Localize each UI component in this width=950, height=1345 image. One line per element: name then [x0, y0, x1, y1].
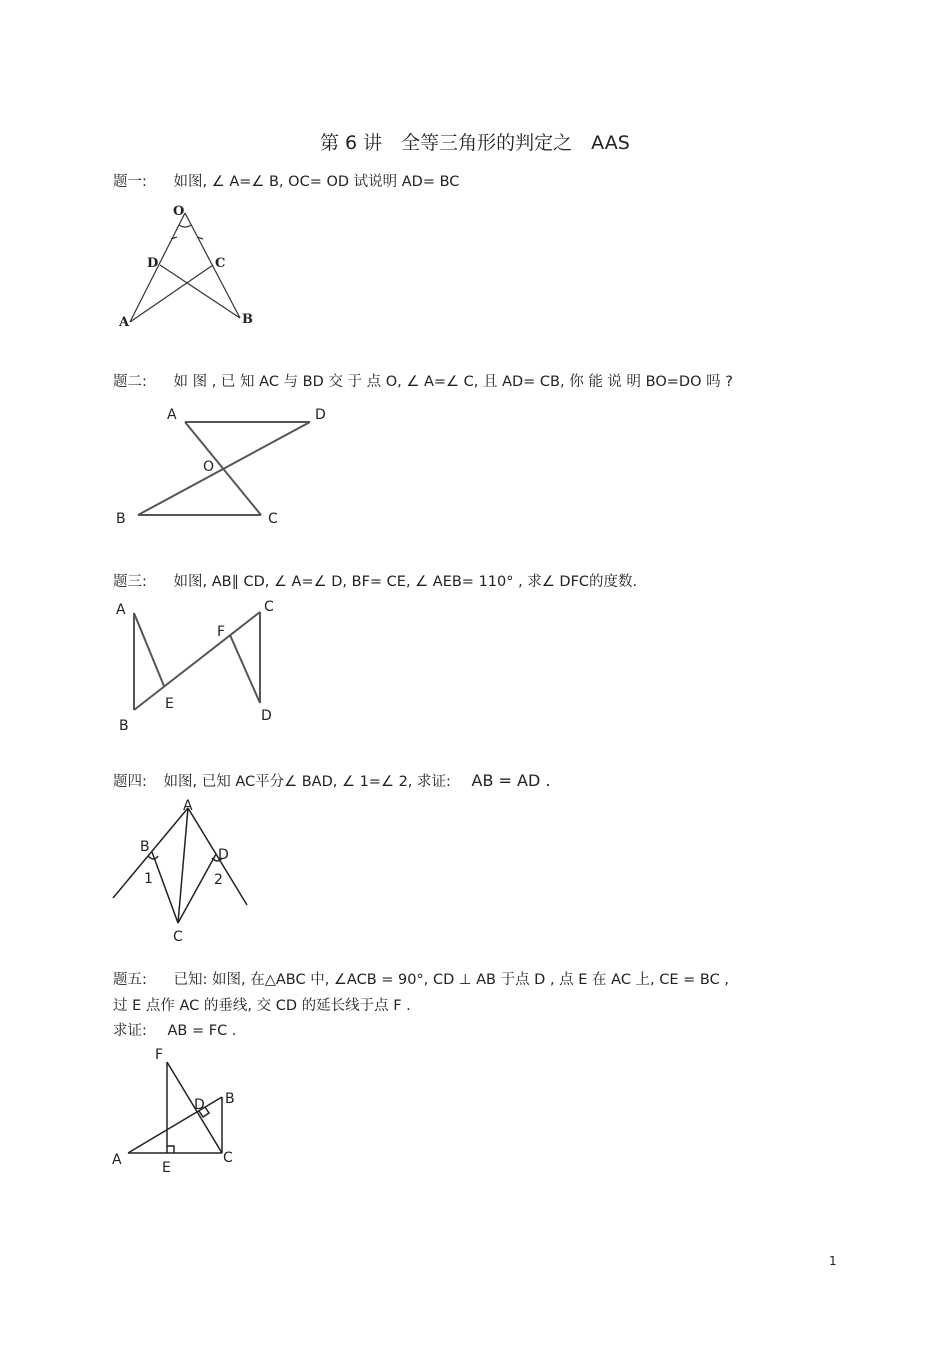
problem-3-label: 题三:: [113, 574, 147, 590]
page-number: 1: [829, 1254, 837, 1268]
angle-label: 1: [144, 871, 153, 887]
point-label: A: [119, 315, 130, 330]
problem-1: [113, 170, 459, 191]
point-label: O: [203, 459, 215, 475]
problem-4-label: 题四:: [113, 774, 147, 790]
prove-label: 求证:: [113, 1023, 147, 1039]
point-label: B: [116, 511, 126, 527]
point-label: C: [173, 929, 183, 945]
point-label: B: [242, 312, 253, 327]
point-label: F: [217, 624, 226, 640]
problem-1-text: 如图, ∠ A=∠ B, OC= OD 试说明 AD= BC: [173, 174, 460, 190]
point-label: E: [165, 696, 174, 712]
problem-4-formula: AB = AD .: [471, 771, 551, 790]
point-label: A: [167, 407, 177, 423]
problem-2-label: 题二:: [113, 374, 147, 390]
problem-4: [113, 770, 550, 791]
point-label: C: [264, 599, 274, 615]
point-label: A: [112, 1152, 122, 1168]
point-label: C: [215, 256, 226, 271]
figure-5: [110, 1045, 260, 1175]
problem-4-text: 如图, 已知 AC平分∠ BAD, ∠ 1=∠ 2, 求证:: [163, 774, 451, 790]
page-title: 第 6 讲 全等三角形的判定之 AAS: [320, 132, 630, 154]
problem-1-label: 题一:: [113, 174, 147, 190]
point-label: D: [218, 847, 229, 863]
point-label: A: [183, 798, 193, 814]
problem-5: [113, 968, 729, 989]
figure-3: [113, 598, 293, 738]
point-label: C: [268, 511, 278, 527]
point-label: F: [155, 1047, 164, 1063]
problem-2-text: 如 图 , 已 知 AC 与 BD 交 于 点 O, ∠ A=∠ C, 且 AD= CB, 你 能 说 明 BO=DO 吗 ?: [173, 374, 733, 390]
problem-5-line-2: 过 E 点作 AC 的垂线, 交 CD 的延长线于点 F .: [113, 998, 411, 1014]
point-label: B: [140, 839, 150, 855]
prove-formula: AB = FC .: [167, 1023, 237, 1039]
point-label: D: [147, 256, 159, 271]
point-label: D: [261, 708, 272, 724]
angle-label: 2: [214, 872, 223, 888]
figure-4: [110, 798, 260, 943]
figure-1: [115, 205, 255, 330]
point-label: B: [225, 1091, 235, 1107]
point-label: A: [116, 602, 126, 618]
point-label: D: [194, 1097, 205, 1113]
figure-2: [113, 402, 333, 527]
problem-3-text: 如图, AB∥ CD, ∠ A=∠ D, BF= CE, ∠ AEB= 110° , 求∠ DFC的度数.: [173, 574, 638, 590]
point-label: E: [162, 1160, 171, 1176]
problem-5-label: 题五:: [113, 972, 147, 988]
point-label: C: [223, 1150, 233, 1166]
point-label: D: [315, 407, 326, 423]
problem-5-prove: [113, 1019, 236, 1040]
problem-3: [113, 570, 637, 591]
problem-5-text: 已知: 如图, 在△ABC 中, ∠ACB = 90°, CD ⊥ AB 于点 D , 点 E 在 AC 上, CE = BC ,: [173, 972, 729, 988]
problem-2: [113, 370, 733, 391]
point-label: B: [119, 718, 129, 734]
point-label: O: [173, 204, 185, 219]
